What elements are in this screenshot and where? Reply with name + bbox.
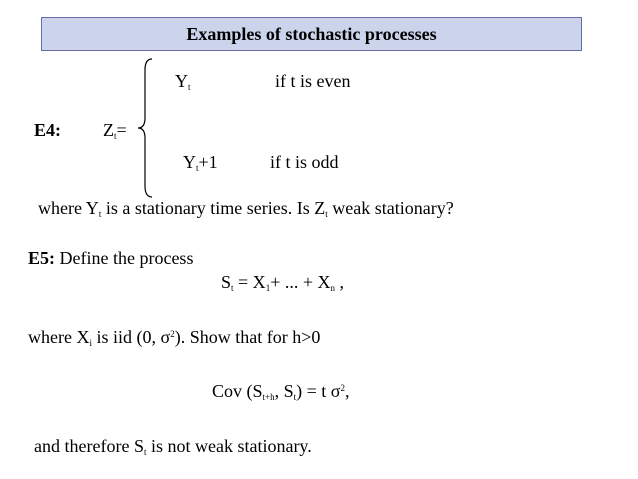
e4-case2-condition: if t is odd <box>270 152 339 172</box>
slide-title-text: Examples of stochastic processes <box>186 23 437 44</box>
e5-label: E5: <box>28 248 55 268</box>
left-brace <box>136 58 158 198</box>
e4-case1-value: $Y_t$ <box>175 71 191 92</box>
e5-covariance-formula: Cov ($S_{t+h}$, $S_t) = t$ $\sigma^2$, <box>212 381 350 402</box>
e5-where-text: where $X_i$ is iid (0, $\sigma^2$). Show that for h>0 <box>28 327 321 348</box>
e5-conclusion: and therefore $S_t$ is not weak stationary. <box>34 436 312 457</box>
slide-title <box>41 17 582 51</box>
e5-sum-formula: $S_t = X_1+$ ... + $X_n$ , <box>221 272 344 293</box>
e4-case2-value: $Y_t+1$ <box>183 152 218 173</box>
e4-case1-condition: if t is even <box>275 71 351 91</box>
e4-where-text: where $Y_t$ is a stationary time series. Is $Z_t$ weak stationary? <box>38 198 454 219</box>
e4-z-definition: $Z_t=$ <box>103 120 127 141</box>
e5-intro: E5: Define the process <box>28 248 194 268</box>
e4-label: E4: <box>34 120 61 140</box>
